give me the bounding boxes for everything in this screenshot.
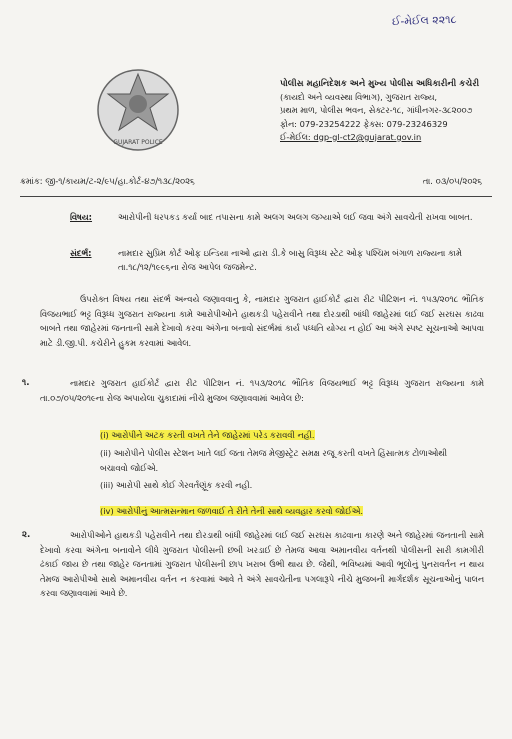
point-1-number: ૧. xyxy=(22,378,30,388)
subject-text: આરોપીની ધરપકડ કર્યા બાદ તપાસના કામે અલગ અલગ જગ્યાએ લઈ જવા અંગે સાવચેતી રાખવા બાબત. xyxy=(118,212,473,222)
reference-block xyxy=(40,246,490,274)
reference-line xyxy=(20,176,500,187)
gujarat-police-emblem xyxy=(92,64,184,156)
office-email[interactable]: ઈ-મેઈલ: dgp-gl-ct2@gujarat.gov.in xyxy=(280,131,422,142)
list-item xyxy=(100,506,363,517)
svg-text:GUJARAT POLICE: GUJARAT POLICE xyxy=(113,139,163,146)
item-iv-highlight: (iv) આરોપીનું આત્મસન્માન જળવાઈ તે રીતે તેની સાથે વ્યવહાર કરવો જોઈએ. xyxy=(100,506,363,516)
reference-text: નામદાર સુપ્રિમ કોર્ટ ઓફ ઇન્ડિયા નાઓ દ્વારા ડી.કે બાસુ વિરૂધ્ધ સ્ટેટ ઓફ પશ્ચિમ બંગાળ રાજ્યના કામે તા.૧૮/૧૨/૧૯૯૬ના રોજ આપેલ જજમેન્ટ. xyxy=(118,248,462,272)
intro-paragraph: ઉપરોક્ત વિષય તથા સંદર્ભ અન્વયે જણાવવાનુ કે, નામદાર ગુજરાત હાઈકોર્ટ દ્વારા રીટ પીટિશન નં. ૧૫૩/૨૦૧૮ ભૌતિક વિજયભાઈ ભટ્ટ વિરૂધ્ધ ગુજરાત રાજ્યના કામે આરોપીઓને હાથકડી પહેરાવીને તથા દોરડાથી બાંધી જાહેરમાં લઈ જઈ સરઘસ કાઢવા બાબતે તથા જાહેરમાં જનતાની સામે દેખાવો કરવા અંગેના બનાવો સંદર્ભમાં કાર્ય પધ્ધતિ યોગ્ય ન હોઈ આ અંગે સ્પષ્ટ સૂચનાઓ આપવા માટે ડી.જી.પી. કચેરીને હુકમ કરવામાં આવેલ. xyxy=(40,294,484,348)
office-phone: ફોન: 079-23254222 ફેક્સ: 079-23246329 xyxy=(280,118,448,129)
list-item: (iii) આરોપી સાથે કોઈ ગેરવર્તણૂંક કરવી નહી. xyxy=(100,480,253,490)
subject-block xyxy=(40,210,490,224)
list-item: (ii) આરોપીને પોલીસ સ્ટેશન ખાતે લઈ જતા તેમજ મેજીસ્ટ્રેટ સમક્ષ રજૂ કરતી વખતે હિંસાત્મક ટોળાઓથી બચાવવો જોઈએ. xyxy=(100,448,447,473)
subject-label: વિષય: xyxy=(70,212,93,222)
ref-number: ક્રમાંક: જી-૧/કાયમ/ટ-૨/૯૫/હા.કોર્ટ-૪૭/૧૩૮/૨૦૨૬ xyxy=(20,176,195,186)
ref-date: તા. ૦૩/૦૫/૨૦૨૬ xyxy=(422,176,482,186)
list-item xyxy=(100,430,315,441)
point-1-text: નામદાર ગુજરાત હાઈકોર્ટ દ્વારા રીટ પીટિશન નં. ૧૫૩/૨૦૧૮ ભૌતિક વિજયભાઈ ભટ્ટ વિરૂધ્ધ ગુજરાત રાજ્યના કામે તા.૦૭/૦૫/૨૦૧૯ના રોજ અપાયેલા ચુકાદામાં નીચે મુજબ જણાવવામાં આવેલ છે: xyxy=(40,378,484,403)
reference-label: સંદર્ભ: xyxy=(70,248,92,258)
office-address xyxy=(280,78,510,144)
point-2-number: ૨. xyxy=(22,530,31,540)
email-stamp: ઈ-મેઈલ ૨૨૧૮ xyxy=(391,12,457,29)
divider xyxy=(20,196,492,197)
office-name: પોલીસ મહાનિદેશક અને મુખ્ય પોલીસ અધિકારીની કચેરી xyxy=(280,79,480,89)
item-i-highlight: (i) આરોપીને અટક કરતી વખતે તેને જાહેરમાં પરેડ કરાવવી નહી. xyxy=(100,430,315,440)
office-address-line: પ્રથમ માળ, પોલીસ ભવન, સેક્ટર-૧૮, ગાંધીનગર-૩૮૨૦૦૭ xyxy=(280,105,473,116)
point-2-text: આરોપીઓને હાથકડી પહેરાવીને તથા દોરડાથી બાંધી જાહેરમાં લઈ જઈ સરઘસ કાઢવાના કારણે અને જાહેરમાં જનતાની સામે દેખાવો કરવા અંગેના બનાવોને લીધે ગુજરાત પોલીસની છબી ખરડાઈ છે તેમજ આવા અમાનવીય વર્તનથી પોલીસની સારી કામગીરી ઢંકાઈ જાય છે તથા જાહેર જનતામાં ગુજરાત પોલીસની છાપ ખરાબ ઉભી થાય છે. જેથી, ભવિષ્યમાં આવી ભૂલોનું પુનરાવર્તન ન થાય તેમજ આરોપીઓ સાથે અમાનવીય વર્તન ન કરવામાં આવે તે અંગે સાવચેતીના પગલારૂપે નીચે મુજબની માર્ગદર્શક સૂચનાઓનું પાલન કરવા જણાવવામાં આવે છે. xyxy=(40,530,484,599)
office-dept: (કાયદો અને વ્યવસ્થા વિભાગ), ગુજરાત રાજ્ય, xyxy=(280,92,438,103)
